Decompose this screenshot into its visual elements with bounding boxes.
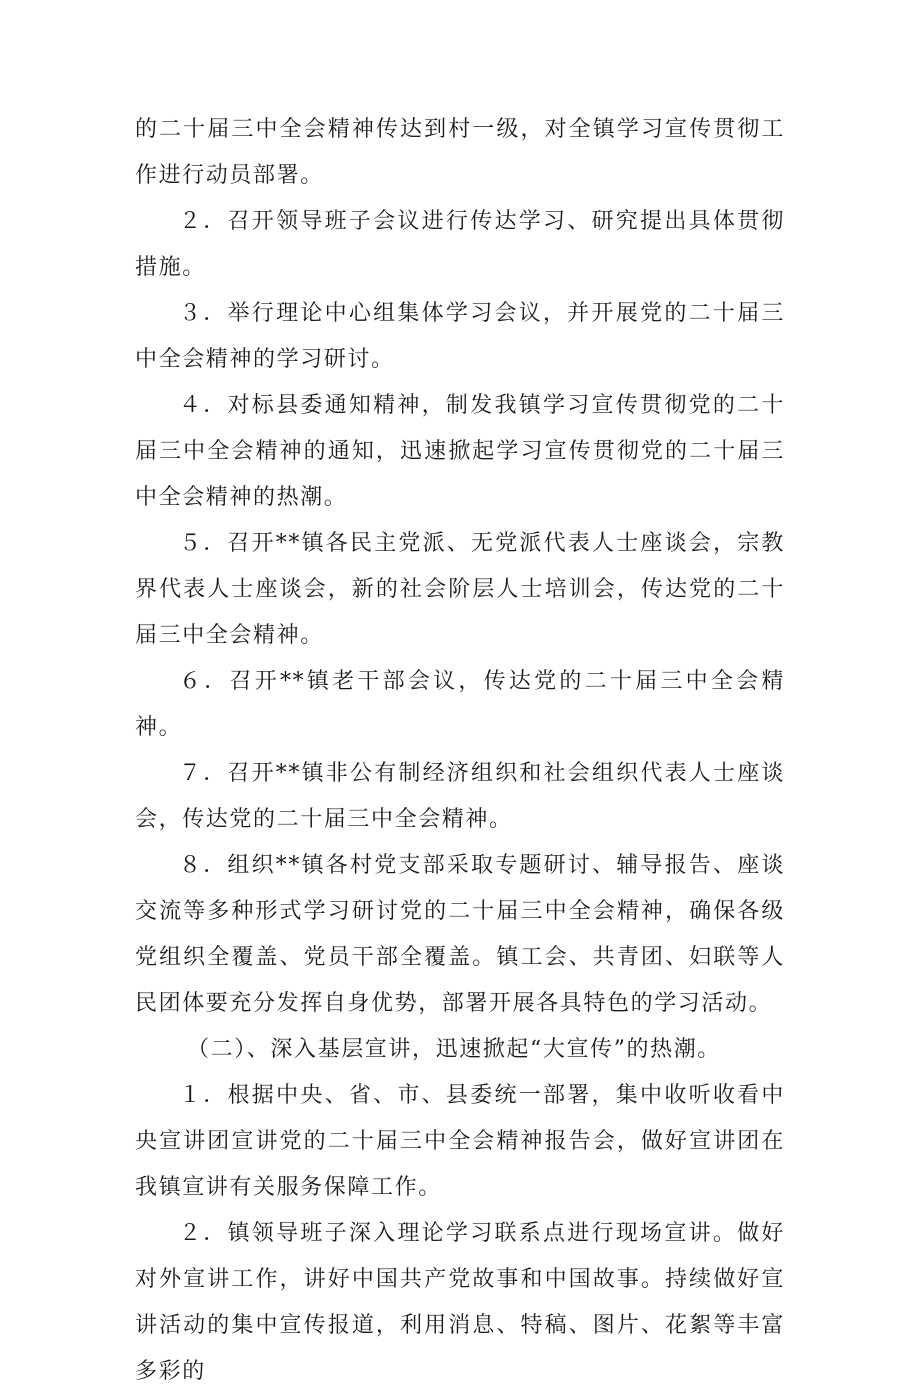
list-item-1: １．根据中央、省、市、县委统一部署，集中收听收看中央宣讲团宣讲党的二十届三中全会精神报告会，做好宣讲团在我镇宣讲有关服务保障工作。 bbox=[135, 1083, 785, 1200]
list-item-2b: ２．镇领导班子深入理论学习联系点进行现场宣讲。做好对外宣讲工作，讲好中国共产党故事和中国故事。持续做好宣讲活动的集中宣传报道，利用消息、特稿、图片、花絮等丰富多彩的 bbox=[135, 1221, 785, 1384]
list-item-4: ４．对标县委通知精神，制发我镇学习宣传贯彻党的二十届三中全会精神的通知，迅速掀起学习宣传贯彻党的二十届三中全会精神的热潮。 bbox=[135, 393, 785, 510]
section-heading: （二）、深入基层宣讲，迅速掀起“大宣传”的热潮。 bbox=[187, 1037, 721, 1062]
list-item-7: ７．召开**镇非公有制经济组织和社会组织代表人士座谈会，传达党的二十届三中全会精神。 bbox=[135, 761, 785, 832]
list-item-8: ８．组织**镇各村党支部采取专题研讨、辅导报告、座谈交流等多种形式学习研讨党的二十届三中全会精神，确保各级党组织全覆盖、党员干部全覆盖。镇工会、共青团、妇联等人民团体要充分发挥自身优势，部署开展各具特色的学习活动。 bbox=[135, 853, 785, 1016]
document-body bbox=[135, 107, 785, 1395]
list-item-5: ５．召开**镇各民主党派、无党派代表人士座谈会，宗教界代表人士座谈会，新的社会阶层人士培训会，传达党的二十届三中全会精神。 bbox=[135, 531, 785, 648]
list-item-6: ６．召开**镇老干部会议，传达党的二十届三中全会精神。 bbox=[135, 669, 785, 740]
list-item-2: ２．召开领导班子会议进行传达学习、研究提出具体贯彻措施。 bbox=[135, 209, 785, 280]
list-item-3: ３．举行理论中心组集体学习会议，并开展党的二十届三中全会精神的学习研讨。 bbox=[135, 301, 785, 372]
paragraph-continuation: 的二十届三中全会精神传达到村一级，对全镇学习宣传贯彻工作进行动员部署。 bbox=[135, 117, 785, 188]
